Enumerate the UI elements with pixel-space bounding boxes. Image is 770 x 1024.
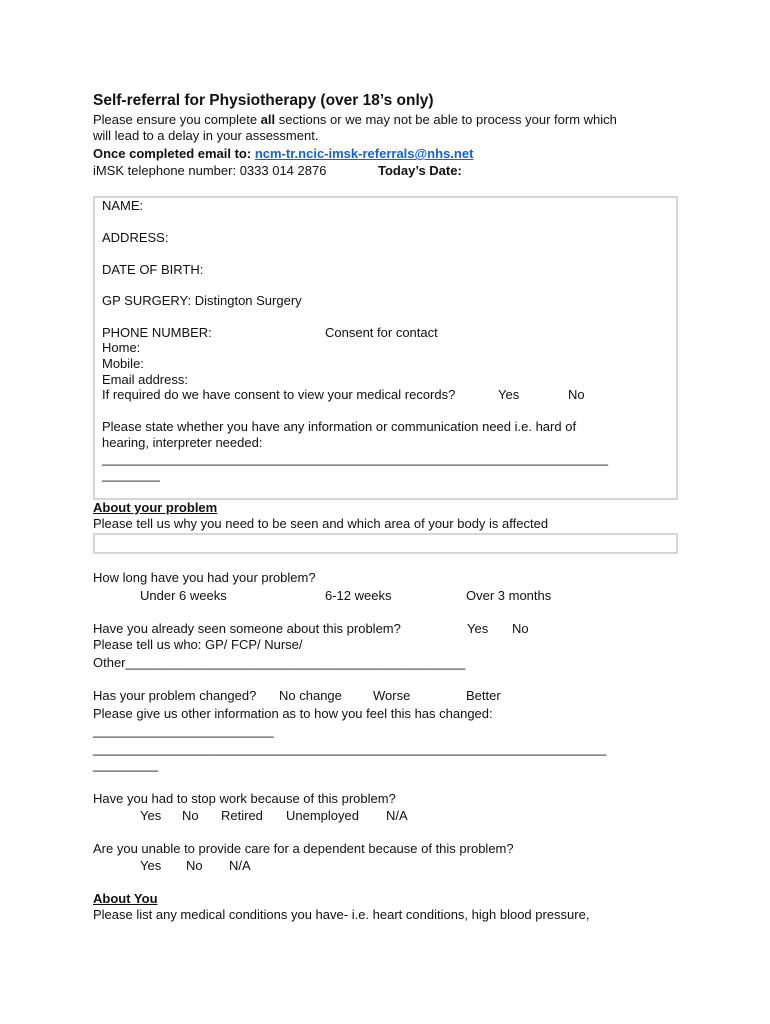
problem-prompt: Please tell us why you need to be seen and which area of your body is affected (93, 516, 549, 531)
seen-no-option[interactable]: No (512, 621, 529, 636)
changed-info-prompt: Please give us other information as to how you feel this has changed: (93, 706, 493, 721)
option-worse[interactable]: Worse (373, 688, 411, 703)
intro-pre: Please ensure you complete (93, 112, 261, 127)
comm-need-blank-1[interactable]: ______________________________________________________________________ (102, 451, 609, 466)
intro-line-1 (93, 112, 617, 128)
records-consent-question: If required do we have consent to view your medical records? (102, 387, 456, 402)
other-line[interactable]: Other_______________________________________________ (93, 655, 466, 670)
work-retired-option[interactable]: Retired (221, 808, 263, 823)
who-prompt: Please tell us who: GP/ FCP/ Nurse/ (93, 637, 303, 652)
about-problem-heading: About your problem (93, 500, 218, 515)
seen-yes-option[interactable]: Yes (467, 621, 489, 636)
intro-bold: all (260, 112, 276, 127)
option-6-12-weeks[interactable]: 6-12 weeks (325, 588, 392, 603)
changed-blank-3[interactable]: _________ (93, 757, 159, 772)
stop-work-question: Have you had to stop work because of this problem? (93, 791, 396, 806)
intro-line-2: will lead to a delay in your assessment. (93, 128, 319, 143)
name-label: NAME: (102, 198, 144, 213)
mobile-phone-label: Mobile: (102, 356, 144, 371)
care-yes-option[interactable]: Yes (140, 858, 162, 873)
consent-contact-label: Consent for contact (325, 325, 438, 340)
changed-question: Has your problem changed? (93, 688, 257, 703)
dob-label: DATE OF BIRTH: (102, 262, 204, 277)
work-unemployed-option[interactable]: Unemployed (286, 808, 359, 823)
work-no-option[interactable]: No (182, 808, 199, 823)
comm-need-blank-2[interactable]: ________ (102, 467, 160, 482)
phone-number-label: PHONE NUMBER: (102, 325, 212, 340)
care-na-option[interactable]: N/A (229, 858, 251, 873)
records-no-option[interactable]: No (568, 387, 585, 402)
option-better[interactable]: Better (466, 688, 501, 703)
email-line (93, 146, 473, 162)
work-na-option[interactable]: N/A (386, 808, 408, 823)
email-link[interactable]: ncm-tr.ncic-imsk-referrals@nhs.net (254, 146, 474, 161)
comm-need-line-2: hearing, interpreter needed: (102, 435, 263, 450)
email-address-label: Email address: (102, 372, 188, 387)
care-question: Are you unable to provide care for a dependent because of this problem? (93, 841, 514, 856)
how-long-question: How long have you had your problem? (93, 570, 316, 585)
records-yes-option[interactable]: Yes (498, 387, 520, 402)
todays-date-label: Today’s Date: (378, 163, 462, 178)
about-you-heading: About You (93, 891, 158, 906)
option-no-change[interactable]: No change (279, 688, 342, 703)
address-label: ADDRESS: (102, 230, 169, 245)
medical-conditions-prompt: Please list any medical conditions you have- i.e. heart conditions, high blood pressure, (93, 907, 590, 922)
option-over-3-months[interactable]: Over 3 months (466, 588, 552, 603)
option-under-6-weeks[interactable]: Under 6 weeks (140, 588, 227, 603)
phone-line: iMSK telephone number: 0333 014 2876 (93, 163, 327, 178)
seen-someone-question: Have you already seen someone about this problem? (93, 621, 401, 636)
comm-need-line-1: Please state whether you have any information or communication need i.e. hard of (102, 419, 577, 434)
care-no-option[interactable]: No (186, 858, 203, 873)
home-phone-label: Home: (102, 340, 141, 355)
work-yes-option[interactable]: Yes (140, 808, 162, 823)
page-title: Self-referral for Physiotherapy (over 18’s only) (93, 92, 434, 109)
problem-input-box[interactable] (93, 533, 678, 554)
gp-surgery-label: GP SURGERY: Distington Surgery (102, 293, 302, 308)
email-label: Once completed email to: (93, 146, 255, 161)
changed-blank-2[interactable]: _______________________________________________________________________ (93, 741, 607, 756)
intro-post: sections or we may not be able to process your form which (275, 112, 617, 127)
changed-blank-1[interactable]: _________________________ (93, 723, 274, 738)
